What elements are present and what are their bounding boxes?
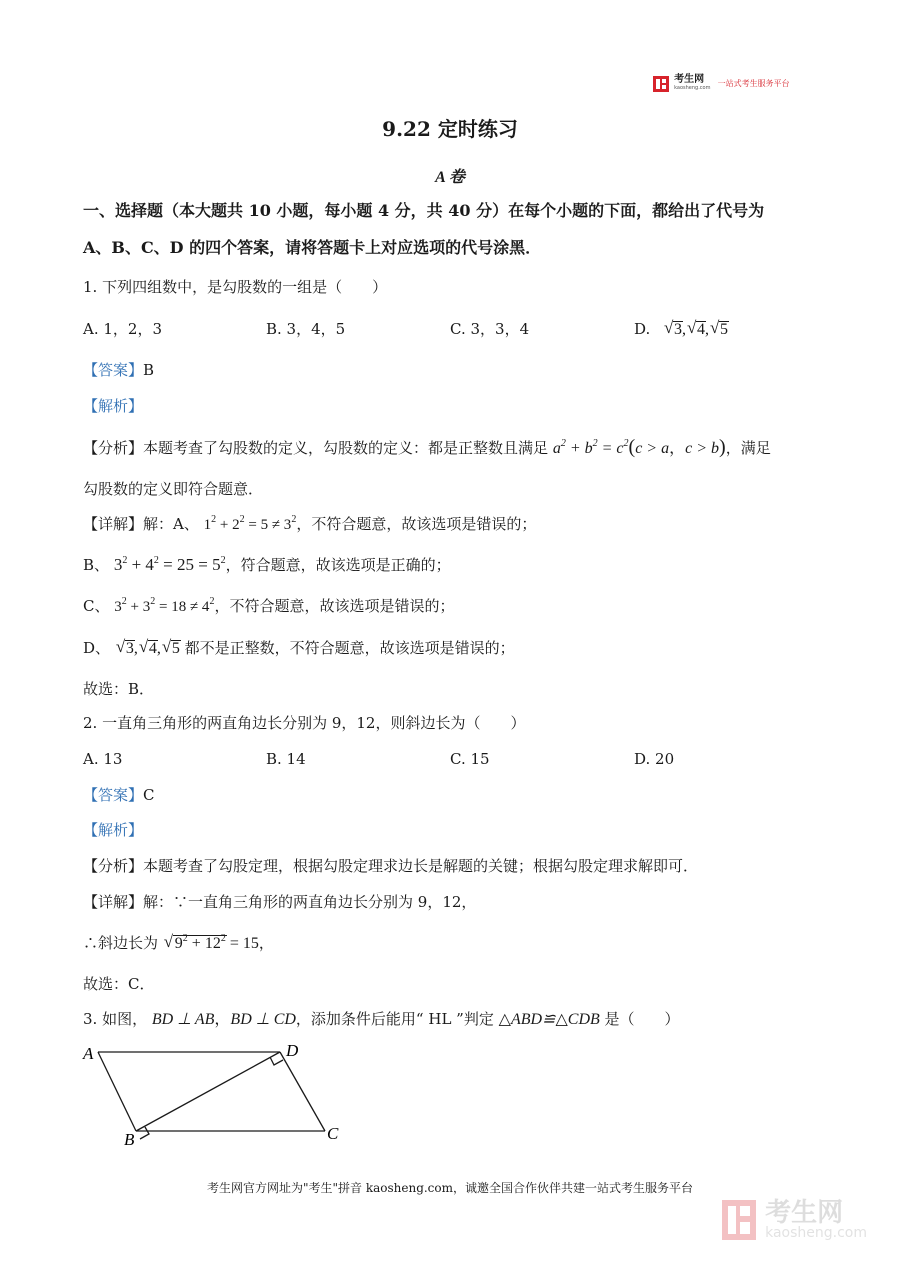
q1-detail-c-expr: $3^2 + 3^2 = 18 \ne 4^2$ [114, 596, 215, 615]
q3-label-c: C [327, 1124, 339, 1143]
q2-option-d: D. 20 [634, 750, 675, 768]
q3-stem-mid: ，添加条件后能用“ HL ”判定 [295, 1010, 494, 1028]
q1-option-b: B. 3，4，5 [266, 320, 346, 338]
q1-stem: 1. 下列四组数中，是勾股数的一组是（ ） [83, 278, 388, 296]
q1-option-d-expr: √ 3,√ 4,√ 5 [663, 321, 728, 338]
q1-detail-b [83, 555, 451, 575]
q1-detail-d-prefix: D、 [83, 639, 111, 657]
q3-stem-congruence: △ABD≌△CDB [498, 1011, 600, 1028]
q1-fenxi [83, 437, 771, 459]
q2-answer-value: C [143, 786, 155, 804]
q1-answer-value: B [143, 361, 155, 379]
q2-detail-line2-expr: √ $9^2 + 12^2 = 15$ [163, 935, 259, 952]
watermark-cn: 考生网 [765, 1198, 844, 1228]
q1-fenxi-tail: ，满足 [725, 439, 771, 457]
q1-detail-b-prefix: B、 [83, 556, 110, 574]
q3-stem [83, 1009, 680, 1030]
q1-option-c: C. 3，3，4 [450, 320, 530, 338]
q1-detail-b-expr: $3^2 + 4^2 = 25 = 5^2$ [113, 555, 226, 574]
q2-fenxi [83, 856, 698, 876]
logo-slogan: 一站式考生服务平台 [717, 79, 790, 88]
q1-fenxi-text: 本题考查了勾股数的定义，勾股数的定义：都是正整数且满足 [143, 439, 549, 457]
q2-analysis-tag: 【解析】 [83, 821, 144, 839]
q1-answer [83, 360, 154, 380]
q2-answer [83, 785, 155, 805]
q1-fenxi-formula: $a^2 + b^2 = c^2(c > a$，c > b) [552, 436, 726, 458]
q2-answer-tag: 【答案】 [83, 786, 144, 804]
part-instructions-line2-text: A、B、C、D 的四个答案，请将答题卡上对应选项的代号涂黑． [83, 238, 542, 257]
q2-detail-tag: 【详解】 [83, 893, 144, 911]
header-logo [653, 73, 790, 93]
part-instructions-line2 [83, 238, 541, 258]
q2-conclusion: 故选：C． [83, 975, 155, 993]
q1-fenxi-line2: 勾股数的定义即符合题意． [83, 480, 264, 498]
watermark-logo-icon [722, 1200, 756, 1240]
page-title: 9.22 定时练习 [382, 117, 518, 141]
q2-detail [83, 892, 476, 912]
q1-detail-c-prefix: C、 [83, 597, 110, 615]
q1-fenxi-tag: 【分析】 [83, 439, 144, 457]
q3-stem-suffix: 是（ ） [604, 1010, 680, 1028]
q2-detail-line2-text: ∴斜边长为 [83, 934, 159, 952]
q3-label-a: A [83, 1044, 94, 1063]
q1-detail-a [83, 514, 536, 535]
logo-mark: 考生网 [674, 73, 705, 85]
q1-detail-tag: 【详解】 [83, 515, 144, 533]
part-instructions-line1: 一、选择题（本大题共 10 小题，每小题 4 分，共 40 分）在每个小题的下面，都给出了代号为 [83, 201, 765, 220]
q1-detail-c-tail: ，不符合题意，故该选项是错误的； [214, 597, 455, 615]
q1-analysis-tag: 【解析】 [83, 397, 144, 415]
q3-stem-cond: BD ⊥ AB，BD ⊥ CD [151, 1011, 296, 1028]
logo-sub: kaosheng.com [674, 84, 711, 91]
watermark-en: kaosheng.com [765, 1225, 867, 1241]
q2-detail-text: 解：∵一直角三角形的两直角边长分别为 9，12， [143, 893, 477, 911]
q2-detail-line2 [83, 933, 274, 954]
q1-conclusion: 故选：B． [83, 680, 155, 698]
footer-watermark [722, 1200, 867, 1240]
q1-detail-a-expr: $1^2 + 2^2 = 5 \ne 3^2$ [203, 514, 297, 533]
q1-detail-a-prefix: 解：A、 [143, 515, 199, 533]
logo-icon [653, 76, 669, 92]
q1-detail-d [83, 638, 515, 659]
q3-label-b: B [124, 1130, 135, 1149]
section-heading: A 卷 [435, 169, 465, 186]
q3-figure [80, 1038, 350, 1150]
q2-detail-line2-tail: ， [258, 934, 274, 952]
q1-answer-tag: 【答案】 [83, 361, 144, 379]
q1-option-d-label: D. [634, 320, 651, 338]
q3-stem-prefix: 3. 如图， [83, 1010, 148, 1028]
q1-detail-c [83, 596, 454, 617]
q2-stem: 2. 一直角三角形的两直角边长分别为 9，12，则斜边长为（ ） [83, 714, 526, 732]
q2-fenxi-text: 本题考查了勾股定理，根据勾股定理求边长是解题的关键；根据勾股定理求解即可． [143, 857, 699, 875]
q1-detail-d-tail: 都不是正整数，不符合题意，故该选项是错误的； [184, 639, 515, 657]
q1-detail-d-expr: √ 3,√ 4,√ 5 [115, 640, 180, 657]
q2-option-a: A. 13 [83, 750, 123, 768]
q1-detail-b-tail: ，符合题意，故该选项是正确的； [225, 556, 451, 574]
q1-option-a: A. 1，2，3 [83, 320, 162, 338]
q1-detail-a-tail: ，不符合题意，故该选项是错误的； [296, 515, 537, 533]
footer-text: 考生网官方网址为"考生"拼音 kaosheng.com，诚邀全国合作伙伴共建一站式考生服务平台 [206, 1181, 694, 1195]
q2-option-b: B. 14 [266, 750, 306, 768]
q2-option-c: C. 15 [450, 750, 490, 768]
q2-fenxi-tag: 【分析】 [83, 857, 144, 875]
q3-label-d: D [286, 1041, 299, 1060]
q1-option-d [634, 319, 728, 340]
